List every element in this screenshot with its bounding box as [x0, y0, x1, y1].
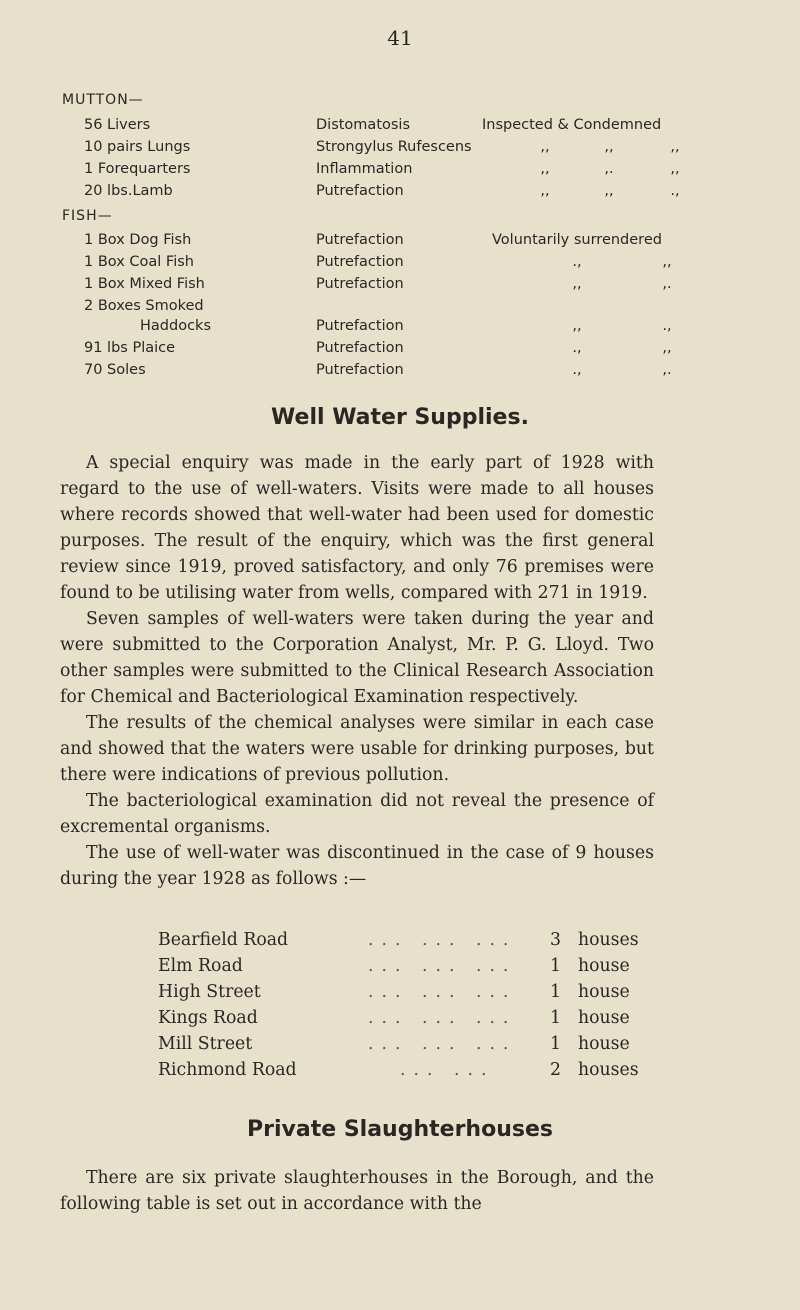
houses-list — [60, 930, 660, 1086]
item-cell: 70 Soles — [84, 362, 146, 378]
ditto-mark: ,, — [540, 139, 550, 155]
road-name: High Street — [158, 982, 261, 1002]
table-row — [0, 318, 800, 340]
road-name: Bearfield Road — [158, 930, 289, 950]
ditto-mark: ,, — [662, 340, 672, 356]
list-item — [60, 1008, 660, 1034]
mutton-heading: MUTTON— — [62, 92, 144, 108]
list-item — [60, 956, 660, 982]
house-count: 2 — [550, 1060, 561, 1080]
ditto-mark: ,, — [604, 183, 614, 199]
item-cell: 2 Boxes Smoked — [84, 298, 204, 314]
ditto-mark: ., — [572, 340, 582, 356]
house-unit: house — [578, 982, 630, 1002]
cause-cell: Putrefaction — [316, 276, 404, 292]
action-cell: Inspected & Condemned — [482, 117, 662, 133]
table-row — [0, 161, 800, 183]
leader-dots: ... ... ... — [368, 1034, 517, 1054]
house-count: 1 — [550, 982, 561, 1002]
list-item — [60, 930, 660, 956]
paragraph: There are six private slaughterhouses in the Borough, and the following table is set out in accordance with the — [60, 1168, 654, 1214]
cause-cell: Inflammation — [316, 161, 413, 177]
table-row — [0, 139, 800, 161]
page-number: 41 — [387, 26, 413, 50]
ditto-mark: ,, — [540, 183, 550, 199]
table-row — [0, 340, 800, 362]
cause-cell: Distomatosis — [316, 117, 411, 133]
paragraph: The use of well-water was discontinued in the case of 9 houses during the year 1928 as follows :— — [60, 843, 654, 889]
ditto-mark: ,. — [662, 276, 672, 292]
item-cell: 91 lbs Plaice — [84, 340, 176, 356]
list-item — [60, 1034, 660, 1060]
cause-cell: Strongylus Rufescens — [316, 139, 472, 155]
leader-dots: ... ... ... — [368, 956, 517, 976]
house-count: 1 — [550, 1008, 561, 1028]
item-cell: 10 pairs Lungs — [84, 139, 191, 155]
item-cell: 1 Forequarters — [84, 161, 191, 177]
item-cell: 56 Livers — [84, 117, 151, 133]
table-row — [0, 276, 800, 298]
item-cell: 1 Box Mixed Fish — [84, 276, 205, 292]
table-row — [0, 117, 800, 139]
table-row — [0, 298, 800, 320]
ditto-mark: ., — [572, 362, 582, 378]
house-unit: house — [578, 956, 630, 976]
ditto-mark: ,, — [604, 139, 614, 155]
road-name: Elm Road — [158, 956, 243, 976]
road-name: Kings Road — [158, 1008, 258, 1028]
house-count: 1 — [550, 956, 561, 976]
leader-dots: ... ... ... — [368, 982, 517, 1002]
table-row — [0, 232, 800, 254]
table-row — [0, 254, 800, 276]
well-water-text — [60, 450, 654, 892]
ditto-mark: ., — [572, 254, 582, 270]
paragraph: A special enquiry was made in the early part of 1928 with regard to the use of well-waters. Visits were made to all houses where records showed that well-water had been used for domestic purposes. The result of the enquiry, which was the first general review since 1919, proved satisfactory, and only 76 premises were found to be utilising water from wells, compared with 271 in 1919. — [60, 453, 654, 603]
leader-dots: ... ... ... — [368, 1008, 517, 1028]
ditto-mark: ., — [662, 318, 672, 334]
ditto-mark: ,, — [670, 139, 680, 155]
ditto-mark: ,, — [572, 318, 582, 334]
list-item — [60, 1060, 660, 1086]
table-row — [0, 183, 800, 205]
ditto-mark: ,, — [540, 161, 550, 177]
road-name: Richmond Road — [158, 1060, 297, 1080]
paragraph: The bacteriological examination did not reveal the presence of excremental organisms. — [60, 791, 654, 837]
ditto-mark: ,, — [670, 161, 680, 177]
ditto-mark: ,. — [604, 161, 614, 177]
action-cell: Voluntarily surrendered — [492, 232, 662, 248]
item-cell: 1 Box Coal Fish — [84, 254, 194, 270]
paragraph: The results of the chemical analyses were similar in each case and showed that the waters were usable for drinking purposes, but there were indications of previous pollution. — [60, 713, 654, 785]
ditto-mark: ,, — [572, 276, 582, 292]
house-unit: house — [578, 1034, 630, 1054]
ditto-mark: ,. — [662, 362, 672, 378]
house-unit: house — [578, 1008, 630, 1028]
road-name: Mill Street — [158, 1034, 253, 1054]
cause-cell: Putrefaction — [316, 318, 404, 334]
table-row — [0, 362, 800, 384]
item-cell: 1 Box Dog Fish — [84, 232, 192, 248]
house-unit: houses — [578, 1060, 639, 1080]
ditto-mark: ., — [670, 183, 680, 199]
section-heading-slaughterhouses: Private Slaughterhouses — [247, 1117, 553, 1142]
leader-dots: ... ... — [400, 1060, 495, 1080]
cause-cell: Putrefaction — [316, 183, 404, 199]
fish-heading: FISH— — [62, 208, 113, 224]
paragraph: Seven samples of well-waters were taken during the year and were submitted to the Corporation Analyst, Mr. P. G. Lloyd. Two other samples were submitted to the Clinical Research Association for Chemical and Bacteriological Examination respectively. — [60, 609, 654, 707]
cause-cell: Putrefaction — [316, 362, 404, 378]
house-count: 1 — [550, 1034, 561, 1054]
ditto-mark: ,, — [662, 254, 672, 270]
leader-dots: ... ... ... — [368, 930, 517, 950]
house-count: 3 — [550, 930, 561, 950]
item-cell: 20 lbs.Lamb — [84, 183, 173, 199]
section-heading-well-water: Well Water Supplies. — [271, 405, 529, 430]
cause-cell: Putrefaction — [316, 254, 404, 270]
slaughterhouses-text — [60, 1165, 654, 1217]
cause-cell: Putrefaction — [316, 232, 404, 248]
cause-cell: Putrefaction — [316, 340, 404, 356]
list-item — [60, 982, 660, 1008]
item-cell: Haddocks — [140, 318, 211, 334]
house-unit: houses — [578, 930, 639, 950]
